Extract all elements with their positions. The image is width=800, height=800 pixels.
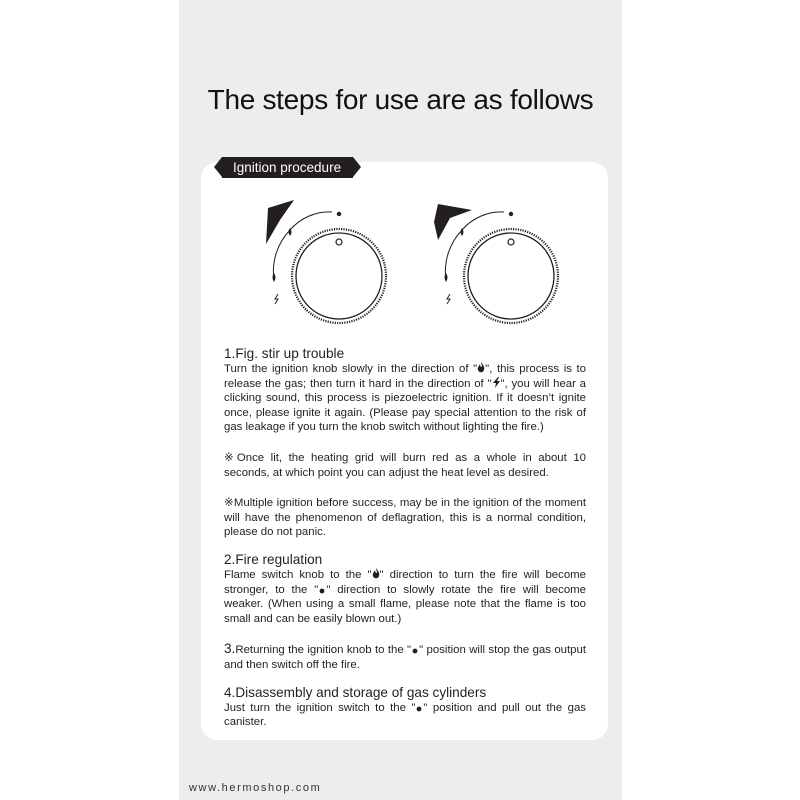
flame-icon	[372, 568, 380, 579]
knob-inner-ring	[296, 233, 382, 319]
rotation-arrow-icon	[266, 200, 294, 244]
step1-text	[224, 362, 586, 435]
spark-icon	[447, 294, 450, 304]
knob-inner-ring	[468, 233, 554, 319]
step1-heading: 1.Fig. stir up trouble	[224, 346, 345, 361]
step2-text-a: Flame switch knob to the "	[224, 568, 372, 581]
flame-icon	[477, 362, 485, 373]
rotation-arrow-icon	[434, 204, 472, 240]
footer-website: www.hermoshop.com	[189, 782, 322, 794]
step3-text-a: Returning the ignition knob to the "	[235, 644, 412, 657]
step1-text-c: ", you will hear a clicking sound, this process is piezoelectric ignition. If it doesn’t ignite once, please ignite it again. (Please pay special attention to the risk of gas leakage if you turn the knob switch without lighting the fire.)	[224, 377, 586, 434]
step1-text-b: ", this process is to release the gas; then turn it hard in the direction of "	[224, 363, 587, 390]
knob-indicator	[508, 239, 514, 245]
step3-text	[224, 642, 586, 672]
step4-heading: 4.Disassembly and storage of gas cylinders	[224, 684, 487, 700]
note-multiple-ignition: ※Multiple ignition before success, may be in the ignition of the moment will have the phenomenon of deflagration, this is a normal condition, please do not panic.	[224, 497, 586, 539]
off-dot-icon	[337, 212, 341, 216]
spark-icon	[275, 294, 278, 304]
dial-arc-lower	[273, 230, 290, 280]
note-once-lit: ※Once lit, the heating grid will burn red as a whole in about 10 seconds, at which point you can adjust the heat level as desired.	[224, 451, 586, 479]
step4-text-b: " position and pull out the gas canister.	[224, 701, 586, 729]
dial-arc	[462, 212, 504, 230]
step2-text-b: " direction to turn the fire will become stronger, to the "	[224, 568, 586, 596]
page-title: The steps for use are as follows	[207, 84, 594, 115]
step2-text-c: " direction to slowly rotate the fire will become weaker. (When using a small flame, please note that the flame is too small and can be easily blown out.)	[224, 583, 586, 625]
step1-text-a: Turn the ignition knob slowly in the direction of "	[224, 363, 478, 375]
step3-text-b: " position will stop the gas output and then switch off the fire.	[224, 644, 586, 671]
dial-arc-lower	[445, 230, 462, 280]
knob-figure-counterclockwise	[252, 196, 392, 336]
off-dot-icon	[411, 646, 419, 654]
knob-outer-ring	[464, 229, 558, 323]
step4-text-a: Just turn the ignition switch to the "	[224, 701, 416, 714]
step3-number: 3.	[224, 641, 236, 657]
step2-heading: 2.Fire regulation	[224, 551, 323, 567]
off-dot-icon	[509, 212, 513, 216]
dial-arc	[290, 212, 332, 230]
knob-outer-ring	[292, 229, 386, 323]
spark-icon	[492, 377, 501, 388]
knob-figure-clockwise	[424, 196, 564, 336]
step4-text	[224, 701, 586, 730]
knob-indicator	[336, 239, 342, 245]
section-tag: Ignition procedure	[222, 157, 353, 178]
step2-text	[224, 568, 586, 626]
instructions-text	[224, 346, 586, 730]
